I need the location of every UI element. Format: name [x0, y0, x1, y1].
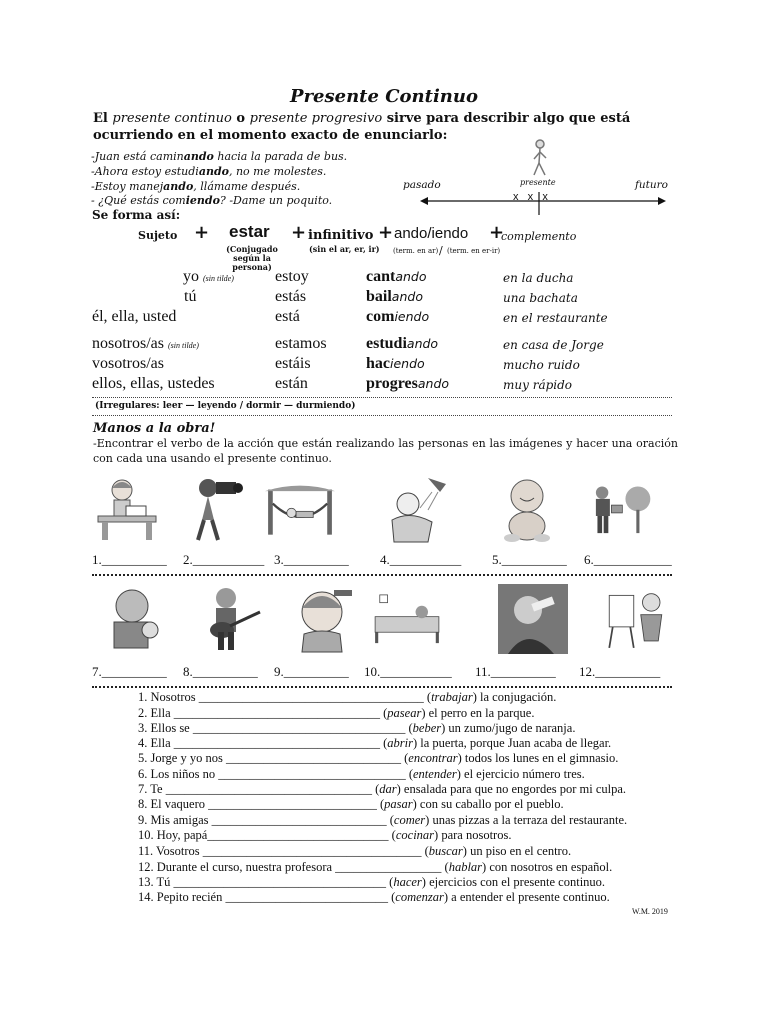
pronoun-el-ella-usted: él, ella, usted [92, 308, 177, 325]
picture-label-10: 10.___________ [364, 664, 452, 679]
sentence-item [138, 751, 618, 766]
sentence-item [138, 875, 605, 890]
formula-plus-4: + [489, 222, 505, 243]
pronoun-yo [183, 268, 234, 286]
sentence-item [138, 782, 626, 797]
intro-term-2: presente progresivo [249, 111, 383, 126]
sentence-item [138, 706, 534, 721]
example-4 [91, 194, 332, 207]
sentence-text: 5. Jorge y yo nos ____________________________ ( [138, 751, 409, 765]
sentence-text: 2. Ella _________________________________ ( [138, 706, 388, 720]
formula-complemento: complemento [501, 230, 577, 243]
author-watermark: W.M. 2019 [632, 907, 668, 916]
example-ending: ando [163, 180, 194, 193]
person-photographing-icon [180, 474, 250, 544]
sentence-verb: abrir [387, 736, 413, 750]
pronoun-ellos: ellos, ellas, ustedes [92, 375, 215, 392]
gerund-stem: progres [366, 375, 418, 392]
sentence-text: ) ensalada para que no engordes por mi culpa. [396, 782, 627, 796]
sentence-text: 12. Durante el curso, nuestra profesora _________________ ( [138, 860, 449, 874]
sentence-item [138, 813, 627, 828]
example-text: hacia la parada de bus. [213, 150, 348, 163]
sentence-text: ) el perro en la parque. [421, 706, 535, 720]
intro-term-1: presente continuo [112, 111, 232, 126]
estar-form: está [275, 308, 300, 325]
walking-person-icon [534, 140, 546, 175]
gerund [366, 288, 423, 306]
sentence-verb: dar [379, 782, 397, 796]
sentence-text: ) con nosotros en español. [482, 860, 613, 874]
example-text: - ¿Qué estás com [91, 194, 186, 207]
formula-plus-1: + [194, 222, 210, 243]
picture-label-1: 1.__________ [92, 552, 167, 567]
sentence-verb: beber [412, 721, 442, 735]
sentence-verb: hablar [448, 860, 483, 874]
timeline-marks: x x x [513, 191, 548, 203]
sentence-item [138, 721, 575, 736]
gerund [366, 375, 449, 393]
gerund [366, 268, 427, 286]
estar-form: están [275, 375, 308, 392]
intro-rest: sirve para describir algo que está ocurriendo en el momento exacto de enunciarlo: [93, 111, 631, 143]
sentence-text: 11. Vosotros ___________________________________ ( [138, 844, 429, 858]
complement: en casa de Jorge [503, 338, 604, 352]
sentence-item [138, 860, 612, 875]
formula-sub-ar: (term. en ar) [393, 247, 439, 255]
gerund-ending: ando [391, 289, 423, 304]
sentence-item [138, 736, 611, 751]
sentence-text: 8. El vaquero ___________________________ ( [138, 797, 385, 811]
formula-plus-3: + [378, 222, 394, 243]
pronoun: nosotros/as [92, 335, 164, 352]
picture-label-3: 3.__________ [274, 552, 349, 567]
example-1 [91, 150, 347, 163]
sentence-text: ) la puerta, porque Juan acaba de llegar. [413, 736, 612, 750]
person-combing-icon [288, 584, 358, 654]
example-ending: ando [183, 150, 214, 163]
sentence-verb: pasear [387, 706, 422, 720]
gerund-ending: ando [395, 269, 427, 284]
person-sleeping-icon [372, 584, 442, 654]
sentence-text: 10. Hoy, papá_____________________________ ( [138, 828, 396, 842]
picture-label-9: 9.__________ [274, 664, 349, 679]
sentence-verb: comer [393, 813, 426, 827]
sentence-text: 9. Mis amigas ____________________________ ( [138, 813, 394, 827]
gerund-ending: iendo [390, 356, 425, 371]
sentence-verb: buscar [428, 844, 463, 858]
sentence-item [138, 797, 564, 812]
example-text: -Ahora estoy estudi [91, 165, 199, 178]
complement: en la ducha [503, 271, 574, 285]
picture-label-2: 2.___________ [183, 552, 265, 567]
example-text: , no me molestes. [228, 165, 327, 178]
person-guitar-icon [196, 584, 266, 654]
formula-sub-estar: (Conjugado según la persona) [226, 244, 278, 272]
section-heading: Manos a la obra! [93, 421, 216, 436]
sentence-verb: hacer [393, 875, 422, 889]
pronoun-vosotros: vosotros/as [92, 355, 164, 372]
sentence-item [138, 690, 556, 705]
sentence-text: 6. Los niños no ______________________________ ( [138, 767, 413, 781]
timeline-arrow-left [420, 197, 428, 205]
intro-el: El [93, 111, 108, 126]
person-painting-icon [604, 584, 674, 654]
timeline-arrow-right [658, 197, 666, 205]
sentence-text: ) ejercicios con el presente continuo. [421, 875, 606, 889]
sentence-text: 4. Ella _________________________________ ( [138, 736, 388, 750]
formula-sub-infinitivo: (sin el ar, er, ir) [309, 244, 380, 254]
instructions: -Encontrar el verbo de la acción que están realizando las personas en las imágenes y hacer una oración con cada una usando el presente continuo. [93, 437, 678, 465]
estar-form: estamos [275, 335, 327, 352]
divider [92, 415, 672, 416]
gerund-stem: estudi [366, 335, 407, 352]
sentence-verb: trabajar [431, 690, 473, 704]
divider [92, 574, 672, 576]
sentence-text: ) a entender el presente continuo. [443, 890, 610, 904]
example-2 [91, 165, 326, 178]
complement: en el restaurante [503, 311, 608, 325]
irregulares-note: (Irregulares: leer — leyendo / dormir — durmiendo) [95, 401, 356, 411]
gerund-stem: com [366, 308, 395, 325]
person-reading-icon [92, 474, 162, 544]
sentence-text: 13. Tú __________________________________ ( [138, 875, 394, 889]
person-hammock-icon [265, 474, 335, 544]
sentence-text: ) el ejercicio número tres. [456, 767, 585, 781]
gerund-ending: iendo [394, 309, 430, 324]
sentence-text: 7. Te _________________________________ ( [138, 782, 380, 796]
person-eating-icon [100, 584, 170, 654]
sin-tilde-note: (sin tilde) [168, 341, 199, 350]
sentence-text: ) unas pizzas a la terraza del restaurante. [425, 813, 628, 827]
formula-plus-2: + [291, 222, 307, 243]
page-title: Presente Continuo [290, 86, 478, 107]
sentence-verb: pasar [384, 797, 413, 811]
sentence-text: ) un zumo/jugo de naranja. [441, 721, 576, 735]
example-text: ? -Dame un poquito. [219, 194, 333, 207]
complement: muy rápido [503, 378, 573, 392]
sentence-text: 1. Nosotros ____________________________________ ( [138, 690, 432, 704]
divider [92, 397, 672, 398]
gerund-ending: ando [406, 336, 439, 351]
picture-label-7: 7.__________ [92, 664, 167, 679]
gerund [366, 355, 425, 373]
pronoun-tu: tú [184, 288, 197, 305]
example-3 [91, 180, 300, 193]
picture-label-11: 11.__________ [475, 664, 556, 679]
gerund [366, 308, 429, 326]
estar-form: estoy [275, 268, 309, 285]
sin-tilde-note: (sin tilde) [203, 274, 234, 283]
person-showering-icon [380, 474, 450, 544]
gerund-stem: bail [366, 288, 392, 305]
sentence-text: ) la conjugación. [472, 690, 557, 704]
sentence-verb: comenzar [395, 890, 444, 904]
picture-label-4: 4.___________ [380, 552, 462, 567]
formula-slash: / [439, 244, 443, 257]
formula-infinitivo: infinitivo [308, 228, 374, 243]
example-ending: ando [198, 165, 229, 178]
formula-sujeto: Sujeto [138, 229, 178, 242]
complement: mucho ruido [503, 358, 580, 372]
picture-label-6: 6.____________ [584, 552, 672, 567]
sentence-verb: encontrar [408, 751, 458, 765]
formula-ando-iendo: ando/iendo [394, 225, 469, 242]
sentence-item [138, 844, 571, 859]
example-text: -Estoy manej [91, 180, 164, 193]
sentence-text: ) todos los lunes en el gimnasio. [457, 751, 619, 765]
gerund-ending: ando [417, 376, 450, 391]
formula-sub-er: (term. en er-ir) [447, 247, 501, 255]
sentence-text: 14. Pepito recién __________________________ ( [138, 890, 396, 904]
timeline-futuro: futuro [635, 179, 668, 191]
baby-crying-icon [492, 474, 562, 544]
sentence-text: ) un piso en el centro. [462, 844, 572, 858]
formula-estar: estar [229, 222, 270, 241]
example-text: -Juan está camin [91, 150, 184, 163]
pronoun-nosotros [92, 335, 199, 353]
example-text: , llámame después. [193, 180, 301, 193]
timeline-pasado: pasado [403, 179, 441, 191]
gerund-stem: cant [366, 268, 396, 285]
sentence-item [138, 767, 585, 782]
gerund [366, 335, 438, 353]
se-forma-label: Se forma así: [92, 208, 181, 222]
divider [92, 686, 672, 688]
estar-form: estás [275, 288, 307, 305]
sentence-item [138, 828, 511, 843]
example-ending: iendo [185, 194, 220, 207]
person-drinking-icon [498, 584, 568, 654]
timeline-presente: presente [520, 178, 556, 187]
person-watering-icon [585, 474, 655, 544]
picture-label-5: 5.__________ [492, 552, 567, 567]
sentence-text: 3. Ellos se __________________________________ ( [138, 721, 413, 735]
sentence-verb: cocinar [395, 828, 435, 842]
sentence-text: ) con su caballo por el pueblo. [412, 797, 564, 811]
picture-label-8: 8.__________ [183, 664, 258, 679]
complement: una bachata [503, 291, 578, 305]
sentence-item [138, 890, 610, 905]
sentence-verb: entender [413, 767, 457, 781]
picture-label-12: 12.__________ [579, 664, 661, 679]
estar-form: estáis [275, 355, 311, 372]
intro-o: o [236, 111, 246, 126]
pronoun: yo [183, 268, 199, 285]
sentence-text: ) para nosotros. [434, 828, 512, 842]
gerund-stem: hac [366, 355, 390, 372]
